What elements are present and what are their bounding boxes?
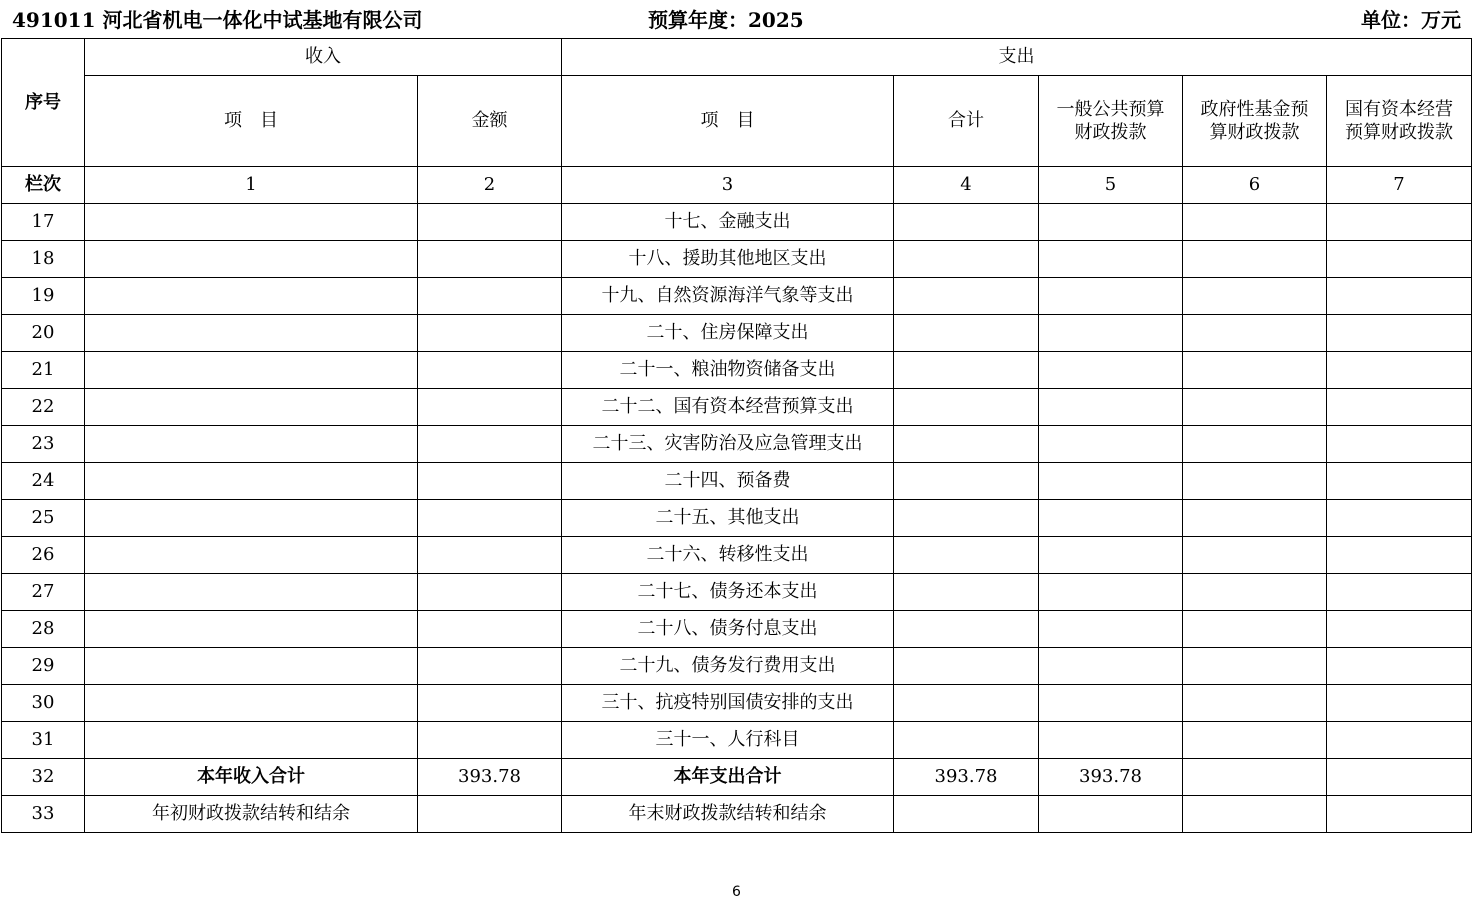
income-amount-cell	[418, 241, 562, 278]
income-amount-cell	[418, 204, 562, 241]
expense-general-cell	[1039, 426, 1183, 463]
table-row	[2, 315, 1472, 352]
expense-item-cell: 三十、抗疫特别国债安排的支出	[562, 685, 894, 722]
row-seq: 27	[2, 574, 85, 611]
page-number: 6	[732, 884, 741, 900]
expense-general-cell	[1039, 722, 1183, 759]
column-number-label: 栏次	[2, 167, 85, 204]
expense-total-cell	[894, 315, 1039, 352]
income-item-cell: 本年收入合计	[85, 759, 418, 796]
expense-fund-cell	[1183, 389, 1327, 426]
table-row	[2, 352, 1472, 389]
row-seq: 31	[2, 722, 85, 759]
expense-state-cell	[1327, 463, 1472, 500]
income-amount-cell	[418, 463, 562, 500]
expense-general-cell	[1039, 204, 1183, 241]
expense-total-cell	[894, 241, 1039, 278]
income-amount-cell	[418, 648, 562, 685]
expense-item-cell: 二十九、债务发行费用支出	[562, 648, 894, 685]
expense-total-cell	[894, 352, 1039, 389]
expense-item-cell: 二十七、债务还本支出	[562, 574, 894, 611]
expense-item-cell: 年末财政拨款结转和结余	[562, 796, 894, 833]
expense-general-cell	[1039, 537, 1183, 574]
column-number: 5	[1039, 167, 1183, 204]
expense-total-header: 合计	[894, 76, 1039, 167]
expense-state-cell	[1327, 204, 1472, 241]
expense-total-cell	[894, 500, 1039, 537]
income-item-cell	[85, 426, 418, 463]
expense-fund-cell	[1183, 759, 1327, 796]
income-item-cell	[85, 685, 418, 722]
expense-fund-cell	[1183, 204, 1327, 241]
expense-total-cell	[894, 796, 1039, 833]
expense-total-cell	[894, 611, 1039, 648]
income-amount-cell	[418, 389, 562, 426]
expense-item-header: 项 目	[562, 76, 894, 167]
expense-total-cell	[894, 204, 1039, 241]
expense-total-cell: 393.78	[894, 759, 1039, 796]
expense-fund-cell	[1183, 315, 1327, 352]
income-item-cell	[85, 278, 418, 315]
income-item-header: 项 目	[85, 76, 418, 167]
expense-fund-cell	[1183, 537, 1327, 574]
expense-fund-cell	[1183, 352, 1327, 389]
expense-fund-cell	[1183, 611, 1327, 648]
table-row	[2, 648, 1472, 685]
expense-general-header: 一般公共预算财政拨款	[1039, 76, 1183, 167]
expense-fund-cell	[1183, 685, 1327, 722]
row-seq: 23	[2, 426, 85, 463]
expense-general-cell	[1039, 500, 1183, 537]
column-number: 6	[1183, 167, 1327, 204]
header-row-groups	[2, 39, 1472, 76]
table-row	[2, 389, 1472, 426]
income-item-cell	[85, 315, 418, 352]
income-amount-cell	[418, 574, 562, 611]
expense-total-cell	[894, 574, 1039, 611]
table-row	[2, 204, 1472, 241]
total-row	[2, 759, 1472, 796]
income-amount-cell	[418, 352, 562, 389]
org-title: 491011 河北省机电一体化中试基地有限公司	[12, 8, 423, 32]
expense-total-cell	[894, 722, 1039, 759]
budget-table	[1, 38, 1472, 833]
row-seq: 18	[2, 241, 85, 278]
expense-fund-header: 政府性基金预算财政拨款	[1183, 76, 1327, 167]
expense-general-cell	[1039, 685, 1183, 722]
income-item-cell: 年初财政拨款结转和结余	[85, 796, 418, 833]
expense-state-cell	[1327, 500, 1472, 537]
expense-item-cell: 二十、住房保障支出	[562, 315, 894, 352]
expense-total-cell	[894, 648, 1039, 685]
income-item-cell	[85, 500, 418, 537]
table-row	[2, 426, 1472, 463]
income-amount-cell	[418, 537, 562, 574]
expense-total-cell	[894, 537, 1039, 574]
expense-item-cell: 二十一、粮油物资储备支出	[562, 352, 894, 389]
income-amount-cell	[418, 611, 562, 648]
row-seq: 21	[2, 352, 85, 389]
income-item-cell	[85, 537, 418, 574]
table-row	[2, 611, 1472, 648]
expense-general-cell	[1039, 352, 1183, 389]
table-row	[2, 685, 1472, 722]
expense-state-cell	[1327, 648, 1472, 685]
expense-state-cell	[1327, 241, 1472, 278]
income-item-cell	[85, 722, 418, 759]
row-seq: 24	[2, 463, 85, 500]
table-row	[2, 574, 1472, 611]
expense-item-cell: 三十一、人行科目	[562, 722, 894, 759]
unit-label: 单位：万元	[1361, 8, 1461, 32]
budget-year: 预算年度：2025	[648, 8, 804, 32]
expense-general-cell	[1039, 648, 1183, 685]
expense-state-cell	[1327, 685, 1472, 722]
expense-item-cell: 二十六、转移性支出	[562, 537, 894, 574]
expense-item-cell: 二十二、国有资本经营预算支出	[562, 389, 894, 426]
row-seq: 25	[2, 500, 85, 537]
income-amount-cell: 393.78	[418, 759, 562, 796]
income-amount-cell	[418, 426, 562, 463]
column-number: 7	[1327, 167, 1472, 204]
expense-fund-cell	[1183, 500, 1327, 537]
income-amount-cell	[418, 278, 562, 315]
expense-general-cell: 393.78	[1039, 759, 1183, 796]
row-seq: 19	[2, 278, 85, 315]
seq-header: 序号	[2, 39, 85, 167]
income-item-cell	[85, 463, 418, 500]
expense-item-cell: 二十五、其他支出	[562, 500, 894, 537]
expense-state-cell	[1327, 796, 1472, 833]
income-item-cell	[85, 574, 418, 611]
income-item-cell	[85, 352, 418, 389]
expense-item-cell: 十九、自然资源海洋气象等支出	[562, 278, 894, 315]
income-amount-cell	[418, 500, 562, 537]
expense-state-cell	[1327, 611, 1472, 648]
column-number: 1	[85, 167, 418, 204]
row-seq: 32	[2, 759, 85, 796]
expense-general-cell	[1039, 241, 1183, 278]
row-seq: 30	[2, 685, 85, 722]
expense-general-cell	[1039, 796, 1183, 833]
expense-state-cell	[1327, 537, 1472, 574]
income-item-cell	[85, 389, 418, 426]
income-item-cell	[85, 648, 418, 685]
expense-state-cell	[1327, 574, 1472, 611]
income-amount-cell	[418, 796, 562, 833]
row-seq: 20	[2, 315, 85, 352]
row-seq: 28	[2, 611, 85, 648]
income-amount-cell	[418, 722, 562, 759]
expense-fund-cell	[1183, 648, 1327, 685]
row-seq: 33	[2, 796, 85, 833]
column-number: 3	[562, 167, 894, 204]
carryover-row	[2, 796, 1472, 833]
expense-state-cell	[1327, 278, 1472, 315]
expense-group-header: 支出	[562, 39, 1472, 76]
row-seq: 29	[2, 648, 85, 685]
expense-state-cell	[1327, 315, 1472, 352]
expense-fund-cell	[1183, 574, 1327, 611]
expense-fund-cell	[1183, 722, 1327, 759]
table-row	[2, 500, 1472, 537]
income-item-cell	[85, 611, 418, 648]
table-row	[2, 722, 1472, 759]
expense-item-cell: 本年支出合计	[562, 759, 894, 796]
row-seq: 26	[2, 537, 85, 574]
table-row	[2, 278, 1472, 315]
income-amount-cell	[418, 315, 562, 352]
expense-total-cell	[894, 685, 1039, 722]
row-seq: 22	[2, 389, 85, 426]
header-row-columns	[2, 76, 1472, 167]
table-row	[2, 537, 1472, 574]
expense-general-cell	[1039, 463, 1183, 500]
expense-item-cell: 二十四、预备费	[562, 463, 894, 500]
column-number: 2	[418, 167, 562, 204]
expense-general-cell	[1039, 315, 1183, 352]
expense-state-cell	[1327, 426, 1472, 463]
expense-general-cell	[1039, 574, 1183, 611]
expense-general-cell	[1039, 611, 1183, 648]
expense-fund-cell	[1183, 241, 1327, 278]
expense-item-cell: 二十三、灾害防治及应急管理支出	[562, 426, 894, 463]
expense-state-cell	[1327, 352, 1472, 389]
expense-state-cell	[1327, 389, 1472, 426]
column-number: 4	[894, 167, 1039, 204]
income-amount-header: 金额	[418, 76, 562, 167]
expense-fund-cell	[1183, 796, 1327, 833]
expense-item-cell: 十八、援助其他地区支出	[562, 241, 894, 278]
expense-general-cell	[1039, 389, 1183, 426]
income-group-header: 收入	[85, 39, 562, 76]
row-seq: 17	[2, 204, 85, 241]
expense-fund-cell	[1183, 463, 1327, 500]
expense-general-cell	[1039, 278, 1183, 315]
column-number-row	[2, 167, 1472, 204]
expense-state-header: 国有资本经营预算财政拨款	[1327, 76, 1472, 167]
expense-state-cell	[1327, 722, 1472, 759]
expense-item-cell: 二十八、债务付息支出	[562, 611, 894, 648]
table-row	[2, 463, 1472, 500]
income-amount-cell	[418, 685, 562, 722]
expense-fund-cell	[1183, 278, 1327, 315]
expense-total-cell	[894, 389, 1039, 426]
expense-total-cell	[894, 463, 1039, 500]
expense-total-cell	[894, 426, 1039, 463]
expense-state-cell	[1327, 759, 1472, 796]
expense-total-cell	[894, 278, 1039, 315]
expense-fund-cell	[1183, 426, 1327, 463]
expense-item-cell: 十七、金融支出	[562, 204, 894, 241]
income-item-cell	[85, 241, 418, 278]
income-item-cell	[85, 204, 418, 241]
table-row	[2, 241, 1472, 278]
